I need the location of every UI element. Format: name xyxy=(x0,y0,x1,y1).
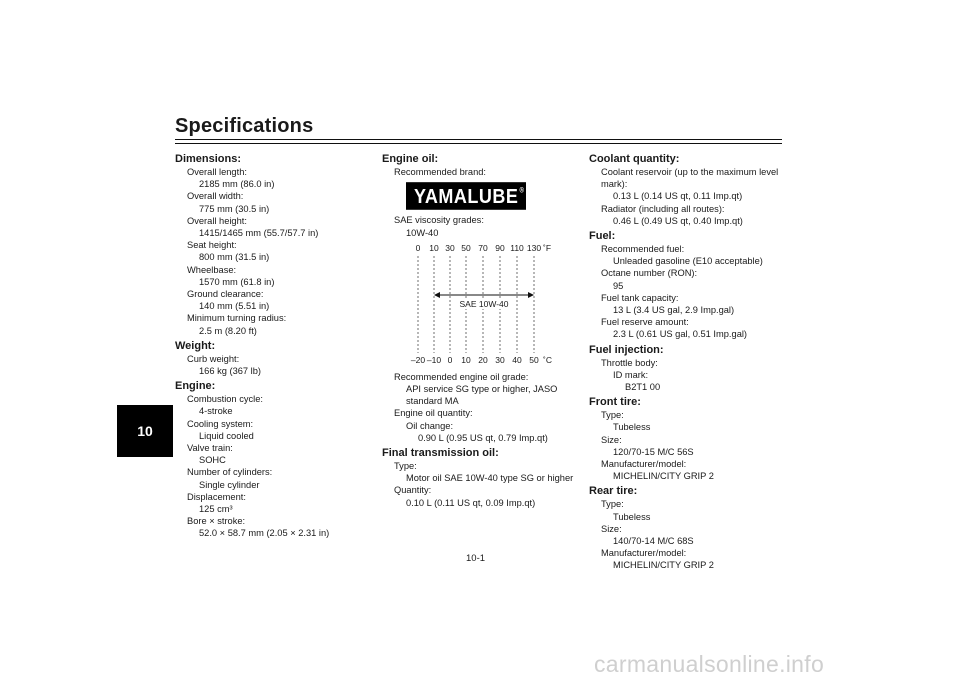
cylinders-label: Number of cylinders: xyxy=(187,467,273,478)
curb-weight-label: Curb weight: xyxy=(187,353,240,364)
fuel-capacity-value: 13 L (3.4 US gal, 2.9 Imp.gal) xyxy=(613,305,735,316)
fahrenheit-unit-label: ˚F xyxy=(543,242,552,253)
rear-tire-type-value: Tubeless xyxy=(613,511,651,522)
seat-height-label: Seat height: xyxy=(187,240,237,251)
coolant-heading: Coolant quantity: xyxy=(589,153,680,165)
fahrenheit-tick-label: 70 xyxy=(478,242,488,253)
final-oil-type-value: Motor oil SAE 10W-40 type SG or higher xyxy=(406,473,574,484)
radiator-value: 0.46 L (0.49 US qt, 0.40 Imp.qt) xyxy=(613,215,743,226)
coolant-reservoir-value: 0.13 L (0.14 US qt, 0.11 Imp.qt) xyxy=(613,191,743,202)
title-rule-thin xyxy=(175,143,782,144)
fahrenheit-tick-label: 110 xyxy=(510,242,524,253)
yamalube-logo-text: YAMALUBE xyxy=(414,184,519,208)
engine-oil-heading: Engine oil: xyxy=(382,153,439,165)
final-oil-quantity-value: 0.10 L (0.11 US qt, 0.09 Imp.qt) xyxy=(406,497,536,508)
id-mark-label: ID mark: xyxy=(613,369,649,380)
overall-length-value: 2185 mm (86.0 in) xyxy=(199,179,275,190)
title-rule xyxy=(175,139,782,140)
wheelbase-label: Wheelbase: xyxy=(187,264,237,275)
dimensions-heading: Dimensions: xyxy=(175,153,242,165)
curb-weight-value: 166 kg (367 lb) xyxy=(199,366,262,377)
turning-radius-value: 2.5 m (8.20 ft) xyxy=(199,325,257,336)
viscosity-chart xyxy=(404,241,574,369)
page-title: Specifications xyxy=(175,115,314,137)
valve-label: Valve train: xyxy=(187,443,233,454)
octane-label: Octane number (RON): xyxy=(601,268,698,279)
id-mark-value: B2T1 00 xyxy=(625,382,661,393)
overall-height-value: 1415/1465 mm (55.7/57.7 in) xyxy=(199,228,319,239)
registered-mark: ® xyxy=(519,188,525,196)
celsius-tick-label: –10 xyxy=(426,354,442,365)
ground-clearance-value: 140 mm (5.51 in) xyxy=(199,301,270,312)
front-tire-size-label: Size: xyxy=(601,434,622,445)
coolant-reservoir-label: Coolant reservoir (up to the maximum level mark): xyxy=(601,167,779,190)
celsius-tick-label: –20 xyxy=(410,354,426,365)
chapter-tab: 10 xyxy=(117,405,173,457)
fahrenheit-tick-label: 130 xyxy=(526,242,542,253)
yamalube-logo-wrap xyxy=(382,184,582,208)
rear-tire-maker-label: Manufacturer/model: xyxy=(601,548,687,559)
oil-quantity-label: Engine oil quantity: xyxy=(394,408,473,419)
cylinders-value: Single cylinder xyxy=(199,479,260,490)
celsius-tick-label: 50 xyxy=(529,354,539,365)
fuel-reserve-value: 2.3 L (0.61 US gal, 0.51 Imp.gal) xyxy=(613,329,748,340)
combustion-label: Combustion cycle: xyxy=(187,394,263,405)
bore-stroke-value: 52.0 × 58.7 mm (2.05 × 2.31 in) xyxy=(199,528,330,539)
front-tire-maker-value: MICHELIN/CITY GRIP 2 xyxy=(613,471,714,482)
oil-brand-label: Recommended brand: xyxy=(394,167,486,177)
overall-height-label: Overall height: xyxy=(187,215,247,226)
rear-tire-type-label: Type: xyxy=(601,499,624,510)
fahrenheit-tick-label: 50 xyxy=(461,242,471,253)
celsius-tick-label: 0 xyxy=(447,354,453,365)
injection-heading: Fuel injection: xyxy=(589,343,664,356)
final-oil-type-label: Type: xyxy=(394,461,417,472)
spec-column-3 xyxy=(589,152,789,572)
spec-column-2 xyxy=(382,152,582,509)
sae-band-label: SAE 10W-40 xyxy=(459,298,509,309)
oil-change-label: Oil change: xyxy=(406,420,454,431)
overall-width-label: Overall width: xyxy=(187,191,244,202)
front-tire-type-label: Type: xyxy=(601,410,624,421)
wheelbase-value: 1570 mm (61.8 in) xyxy=(199,276,275,287)
engine-heading: Engine: xyxy=(175,380,216,393)
octane-value: 95 xyxy=(613,280,624,291)
fahrenheit-tick-label: 0 xyxy=(415,242,421,253)
rear-tire-maker-value: MICHELIN/CITY GRIP 2 xyxy=(613,560,714,571)
bore-stroke-label: Bore × stroke: xyxy=(187,516,246,527)
displacement-label: Displacement: xyxy=(187,491,246,502)
fahrenheit-tick-label: 10 xyxy=(429,242,439,253)
combustion-value: 4-stroke xyxy=(199,406,233,417)
band-arrow-right-icon xyxy=(528,292,534,298)
viscosity-value: 10W-40 xyxy=(406,227,439,238)
rear-tire-size-value: 140/70-14 M/C 68S xyxy=(613,536,694,547)
throttle-body-label: Throttle body: xyxy=(601,357,658,368)
oil-grade-label: Recommended engine oil grade: xyxy=(394,371,529,382)
cooling-value: Liquid cooled xyxy=(199,430,254,441)
fuel-recommended-label: Recommended fuel: xyxy=(601,244,685,255)
turning-radius-label: Minimum turning radius: xyxy=(187,313,287,324)
final-oil-quantity-label: Quantity: xyxy=(394,485,432,496)
displacement-value: 125 cm³ xyxy=(199,504,233,515)
cooling-label: Cooling system: xyxy=(187,418,254,429)
fuel-heading: Fuel: xyxy=(589,230,616,243)
weight-heading: Weight: xyxy=(175,339,216,352)
fuel-reserve-label: Fuel reserve amount: xyxy=(601,317,689,328)
oil-change-value: 0.90 L (0.95 US qt, 0.79 Imp.qt) xyxy=(418,432,548,443)
celsius-tick-label: 10 xyxy=(461,354,471,365)
fuel-recommended-value: Unleaded gasoline (E10 acceptable) xyxy=(613,256,763,267)
front-tire-maker-label: Manufacturer/model: xyxy=(601,459,687,470)
watermark: carmanualsonline.info xyxy=(594,651,825,677)
fuel-capacity-label: Fuel tank capacity: xyxy=(601,292,679,303)
front-tire-heading: Front tire: xyxy=(589,396,641,409)
radiator-label: Radiator (including all routes): xyxy=(601,203,725,214)
rear-tire-heading: Rear tire: xyxy=(589,485,638,498)
fahrenheit-tick-label: 90 xyxy=(495,242,505,253)
celsius-tick-label: 20 xyxy=(478,354,488,365)
yamalube-logo xyxy=(406,182,526,210)
front-tire-type-value: Tubeless xyxy=(613,422,651,433)
page-number: 10-1 xyxy=(466,553,486,564)
valve-value: SOHC xyxy=(199,455,226,466)
oil-grade-value: API service SG type or higher, JASO standard MA xyxy=(406,384,558,407)
seat-height-value: 800 mm (31.5 in) xyxy=(199,252,270,263)
celsius-unit-label: ˚C xyxy=(543,354,552,365)
band-arrow-left-icon xyxy=(434,292,440,298)
overall-length-label: Overall length: xyxy=(187,167,247,177)
front-tire-size-value: 120/70-15 M/C 56S xyxy=(613,446,694,457)
fahrenheit-tick-label: 30 xyxy=(445,242,455,253)
overall-width-value: 775 mm (30.5 in) xyxy=(199,203,270,214)
final-oil-heading: Final transmission oil: xyxy=(382,447,499,460)
ground-clearance-label: Ground clearance: xyxy=(187,289,264,300)
viscosity-label: SAE viscosity grades: xyxy=(394,215,484,226)
rear-tire-size-label: Size: xyxy=(601,523,622,534)
spec-column-1 xyxy=(175,152,355,540)
celsius-tick-label: 40 xyxy=(512,354,522,365)
celsius-tick-label: 30 xyxy=(495,354,505,365)
